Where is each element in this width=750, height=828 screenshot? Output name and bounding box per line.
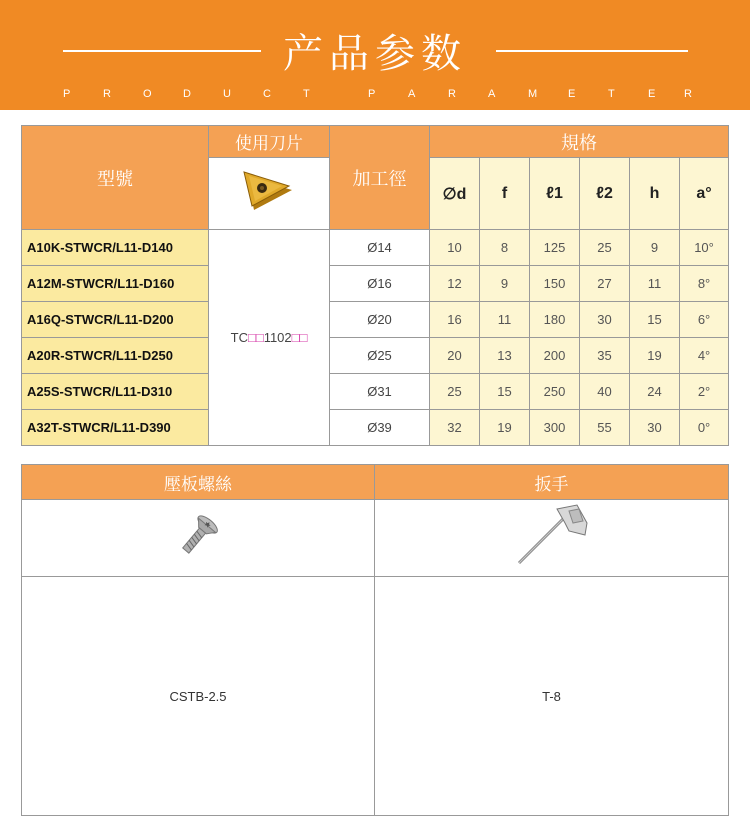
spec-l1-cell: 300 bbox=[530, 410, 580, 446]
subtitle-letter: R bbox=[103, 88, 111, 100]
spec-l2-cell: 35 bbox=[580, 338, 630, 374]
spec-d-cell: 32 bbox=[430, 410, 480, 446]
spec-f-cell: 9 bbox=[480, 266, 530, 302]
spec-f-cell: 13 bbox=[480, 338, 530, 374]
spec-a-cell: 8° bbox=[680, 266, 729, 302]
spec-table bbox=[21, 125, 729, 446]
model-cell: A25S-STWCR/L11-D310 bbox=[22, 374, 209, 410]
spec-h-cell: 30 bbox=[630, 410, 680, 446]
table-row bbox=[22, 302, 729, 338]
subtitle-letter: T bbox=[608, 88, 615, 100]
spec-h-cell: 24 bbox=[630, 374, 680, 410]
spec-l1-cell: 250 bbox=[530, 374, 580, 410]
insert-code-part: 1102 bbox=[263, 330, 292, 345]
spec-l1-cell: 200 bbox=[530, 338, 580, 374]
header-banner bbox=[0, 0, 750, 110]
col-spec-header: 規格 bbox=[430, 126, 729, 158]
spec-a-cell: 4° bbox=[680, 338, 729, 374]
spec-l2-cell: 30 bbox=[580, 302, 630, 338]
col-model-header: 型號 bbox=[22, 126, 209, 230]
bore-cell: Ø25 bbox=[330, 338, 430, 374]
spec-f-cell: 11 bbox=[480, 302, 530, 338]
subtitle-letter: E bbox=[648, 88, 656, 100]
spec-l2-cell: 27 bbox=[580, 266, 630, 302]
spec-a-header: a° bbox=[680, 158, 729, 230]
spec-a-cell: 10° bbox=[680, 230, 729, 266]
page-subtitle bbox=[0, 88, 750, 104]
triangle-insert-icon bbox=[238, 169, 300, 213]
screw-image-cell bbox=[22, 500, 375, 577]
spec-f-cell: 19 bbox=[480, 410, 530, 446]
spec-h-header: h bbox=[630, 158, 680, 230]
spec-d-cell: 25 bbox=[430, 374, 480, 410]
table-row bbox=[22, 410, 729, 446]
insert-image-cell bbox=[209, 158, 330, 230]
model-cell: A10K-STWCR/L11-D140 bbox=[22, 230, 209, 266]
spec-l2-cell: 55 bbox=[580, 410, 630, 446]
model-cell: A32T-STWCR/L11-D390 bbox=[22, 410, 209, 446]
spec-h-cell: 15 bbox=[630, 302, 680, 338]
model-cell: A20R-STWCR/L11-D250 bbox=[22, 338, 209, 374]
bore-cell: Ø31 bbox=[330, 374, 430, 410]
table-row bbox=[22, 338, 729, 374]
spec-a-cell: 6° bbox=[680, 302, 729, 338]
spec-f-cell: 8 bbox=[480, 230, 530, 266]
spec-f-cell: 15 bbox=[480, 374, 530, 410]
spec-l2-cell: 25 bbox=[580, 230, 630, 266]
insert-code-part: TC bbox=[230, 330, 248, 345]
wrench-value: T-8 bbox=[375, 577, 729, 816]
table-row bbox=[22, 374, 729, 410]
spec-d-cell: 20 bbox=[430, 338, 480, 374]
torx-wrench-icon bbox=[507, 501, 597, 571]
subtitle-letter: D bbox=[183, 88, 191, 100]
insert-code-part: □□ bbox=[291, 330, 308, 345]
bore-cell: Ø20 bbox=[330, 302, 430, 338]
spec-h-cell: 9 bbox=[630, 230, 680, 266]
screw-header: 壓板螺絲 bbox=[22, 465, 375, 500]
subtitle-letter: R bbox=[684, 88, 692, 100]
spec-f-header: f bbox=[480, 158, 530, 230]
subtitle-letter: E bbox=[568, 88, 576, 100]
spec-h-cell: 19 bbox=[630, 338, 680, 374]
insert-code-part: □□ bbox=[247, 330, 264, 345]
subtitle-letter: T bbox=[303, 88, 310, 100]
spec-a-cell: 0° bbox=[680, 410, 729, 446]
bore-cell: Ø16 bbox=[330, 266, 430, 302]
screw-value: CSTB-2.5 bbox=[22, 577, 375, 816]
table-row bbox=[22, 230, 729, 266]
spec-l2-header: ℓ2 bbox=[580, 158, 630, 230]
spec-h-cell: 11 bbox=[630, 266, 680, 302]
spec-a-cell: 2° bbox=[680, 374, 729, 410]
wrench-image-cell bbox=[375, 500, 729, 577]
torx-screw-icon bbox=[173, 511, 223, 561]
spec-d-cell: 12 bbox=[430, 266, 480, 302]
spec-l1-header: ℓ1 bbox=[530, 158, 580, 230]
model-cell: A16Q-STWCR/L11-D200 bbox=[22, 302, 209, 338]
subtitle-letter: A bbox=[408, 88, 416, 100]
spec-d-cell: 10 bbox=[430, 230, 480, 266]
bore-cell: Ø39 bbox=[330, 410, 430, 446]
subtitle-letter: M bbox=[528, 88, 538, 100]
subtitle-letter: U bbox=[223, 88, 231, 100]
page-title: 产品参数 bbox=[283, 31, 467, 77]
subtitle-letter: O bbox=[143, 88, 152, 100]
spec-l1-cell: 180 bbox=[530, 302, 580, 338]
col-bore-header: 加工徑 bbox=[330, 126, 430, 230]
wrench-header: 扳手 bbox=[375, 465, 729, 500]
subtitle-letter: R bbox=[448, 88, 456, 100]
bore-cell: Ø14 bbox=[330, 230, 430, 266]
spec-l2-cell: 40 bbox=[580, 374, 630, 410]
spec-l1-cell: 125 bbox=[530, 230, 580, 266]
model-cell: A12M-STWCR/L11-D160 bbox=[22, 266, 209, 302]
spec-d-cell: 16 bbox=[430, 302, 480, 338]
subtitle-letter: P bbox=[63, 88, 71, 100]
col-insert-header: 使用刀片 bbox=[209, 126, 330, 158]
spec-d-header: ∅d bbox=[430, 158, 480, 230]
subtitle-letter: P bbox=[368, 88, 376, 100]
spec-l1-cell: 150 bbox=[530, 266, 580, 302]
insert-code-cell bbox=[209, 230, 330, 446]
subtitle-letter: C bbox=[263, 88, 271, 100]
subtitle-letter: A bbox=[488, 88, 496, 100]
table-row bbox=[22, 266, 729, 302]
accessories-table bbox=[21, 464, 729, 816]
